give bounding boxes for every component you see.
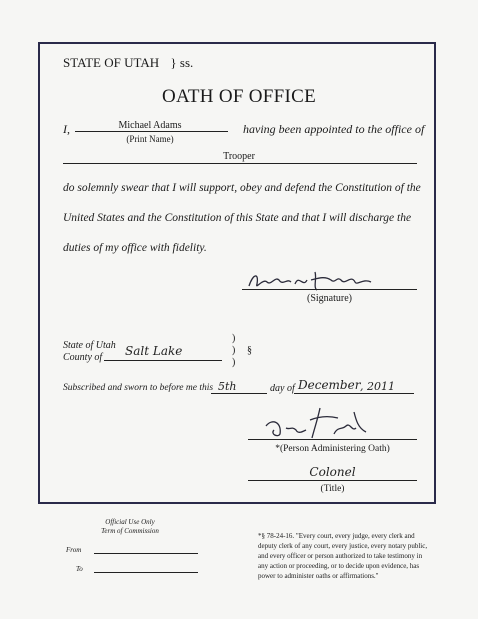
footnote-line-2: deputy clerk of any court, every justice, every notary public,: [258, 542, 428, 550]
state-heading: [63, 55, 193, 71]
signature-caption: (Signature): [307, 293, 352, 304]
county-value: Salt Lake: [125, 344, 183, 358]
from-underline: [94, 553, 198, 554]
county-underline: [104, 360, 222, 361]
month-value: December: [298, 378, 361, 392]
day-underline: [211, 393, 267, 394]
year-value: , 2011: [360, 380, 395, 393]
title-underline: [248, 480, 417, 481]
to-label: To: [76, 565, 83, 573]
subscribed-text: Subscribed and sworn to before me this: [63, 383, 214, 393]
appointed-text: having been appointed to the office of: [243, 122, 425, 136]
footnote-line-4: any action or proceeding, or to decide upon evidence, has: [258, 562, 420, 570]
date-underline: [294, 393, 414, 394]
form-title: OATH OF OFFICE: [161, 86, 317, 107]
name-value: Michael Adams: [118, 120, 182, 131]
bracket-1: ): [232, 333, 236, 344]
venue-state-label: State of Utah: [63, 340, 116, 351]
print-name-caption: (Print Name): [126, 134, 174, 144]
footnote-line-1: *§ 78-24-16. "Every court, every judge, every clerk and: [258, 532, 415, 540]
term-of-commission-label: Term of Commission: [101, 527, 159, 535]
signature-underline: [242, 289, 417, 290]
form-border: [38, 42, 436, 504]
day-of-label: day of: [270, 383, 295, 394]
venue-county-label: County of: [63, 352, 103, 363]
to-underline: [94, 572, 198, 573]
oath-line-1: do solemnly swear that I will support, obey and defend the Constitution of the: [63, 182, 421, 194]
official-use-heading: Official Use Only: [105, 518, 155, 526]
from-label: From: [66, 546, 82, 554]
administering-signature: [262, 404, 372, 440]
office-underline: [63, 163, 417, 164]
state-label: STATE OF UTAH: [63, 55, 160, 70]
oath-line-3: duties of my office with fidelity.: [63, 242, 207, 254]
day-value: 5th: [218, 380, 237, 393]
title-value: Colonel: [309, 465, 356, 479]
administering-caption: *(Person Administering Oath): [275, 444, 390, 454]
bracket-2: ): [232, 345, 236, 356]
bracket-3: ): [232, 357, 236, 368]
footnote-line-5: power to administer oaths or affirmations.": [258, 572, 379, 580]
office-value: Trooper: [223, 151, 255, 162]
name-underline: [75, 131, 228, 132]
i-label: I,: [63, 122, 70, 136]
ss-label: } ss.: [170, 55, 194, 70]
oath-line-2: United States and the Constitution of this State and that I will discharge the: [63, 212, 412, 224]
administering-underline: [248, 439, 417, 440]
section-symbol: §: [247, 345, 252, 356]
title-caption: (Title): [320, 484, 345, 494]
footnote-line-3: and every officer or person authorized to take testimony in: [258, 552, 423, 560]
oath-signature: [245, 268, 375, 294]
